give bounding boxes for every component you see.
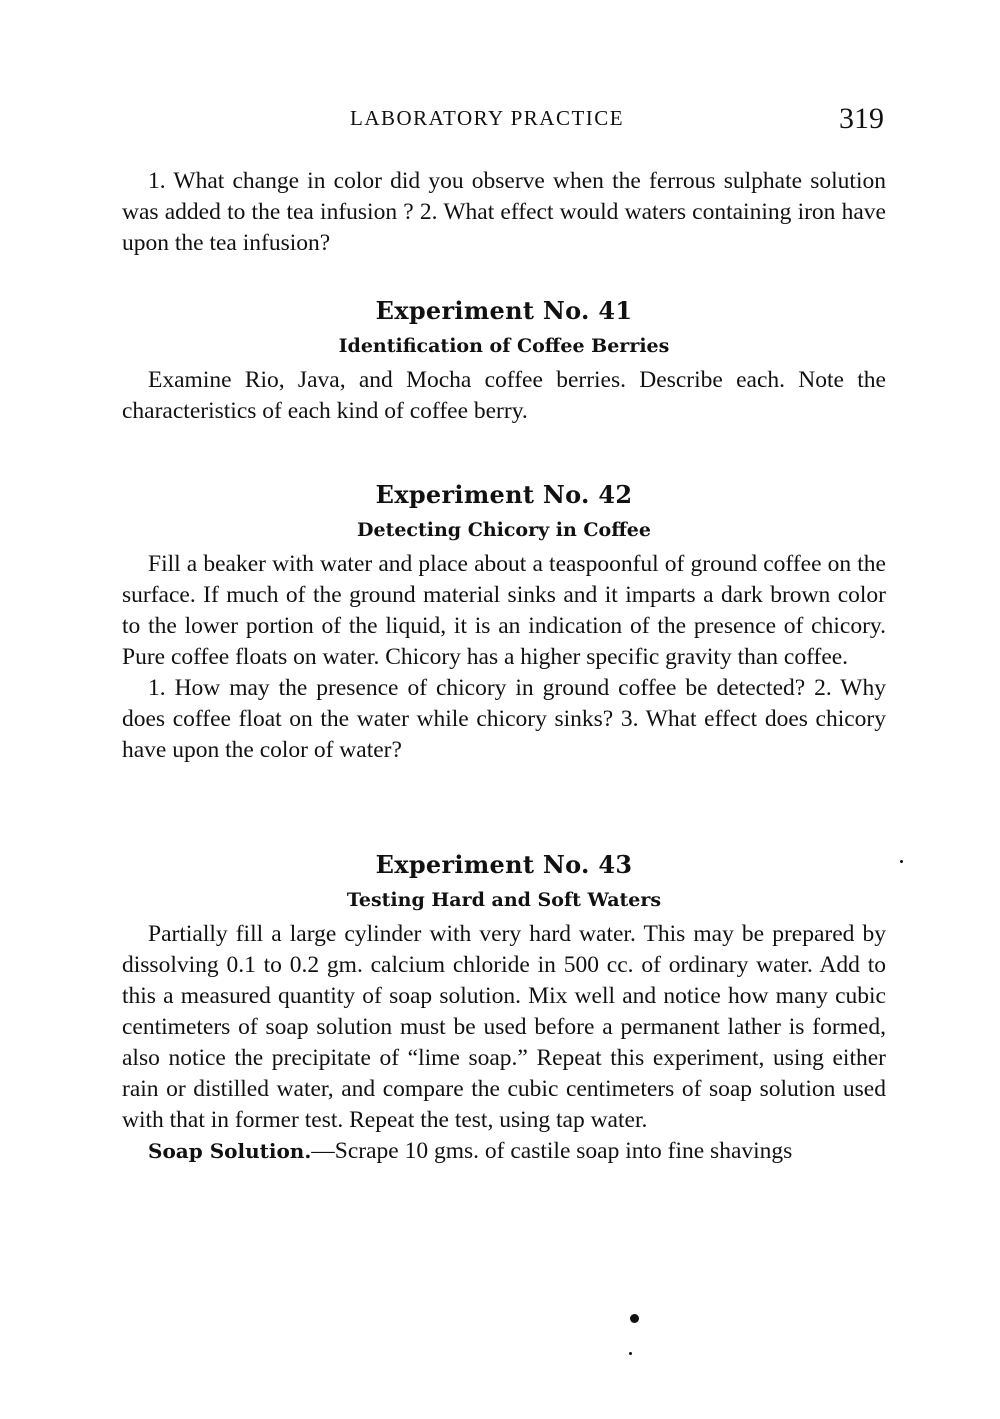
note-text: —Scrape 10 gms. of castile soap into fine shavings (311, 1138, 793, 1164)
question-paragraph: 1. What change in color did you observe when the ferrous sulphate solution was added to the tea infusion ? 2. What effect would waters containing iron have upon the tea infusion? (122, 168, 886, 256)
experiment-41 (122, 296, 886, 427)
intro-questions (122, 166, 886, 259)
experiment-body: Fill a beaker with water and place about a teaspoonful of ground coffee on the surface. If much of the ground material sinks and it imparts a dark brown color to the lower portion of the liquid, it is an indication of the presence of chicory. Pure coffee floats on water. Chicory has a higher specific gravity than coffee. (122, 551, 886, 670)
ink-speck (900, 860, 903, 863)
experiment-body: Partially fill a large cylinder with very hard water. This may be prepared by dissolving 0.1 to 0.2 gm. calcium chloride in 500 cc. of ordinary water. Add to this a measured quantity of soap solution. Mix well and notice how many cubic centimeters of soap solution must be used before a permanent lather is formed, also notice the precipitate of “lime soap.” Repeat this experiment, using either rain or distilled water, and compare the cubic centimeters of soap solution used with that in former test. Repeat the test, using tap water. (122, 921, 886, 1133)
experiment-body: Examine Rio, Java, and Mocha coffee berries. Describe each. Note the characteristics of each kind of coffee berry. (122, 367, 886, 424)
experiment-subtitle: Detecting Chicory in Coffee (357, 519, 651, 541)
experiment-subtitle: Testing Hard and Soft Waters (346, 889, 662, 911)
experiment-title: Experiment No. 43 (375, 850, 633, 879)
ink-speck (630, 1314, 639, 1323)
running-head (122, 104, 886, 144)
experiment-43 (122, 850, 886, 1167)
page-number: 319 (839, 102, 884, 135)
experiment-subtitle: Identification of Coffee Berries (338, 335, 670, 357)
ink-speck (629, 1352, 632, 1355)
running-title: LABORATORY PRACTICE (350, 106, 625, 130)
experiment-42 (122, 480, 886, 766)
note-label: Soap Solution. (148, 1139, 312, 1163)
experiment-title: Experiment No. 41 (375, 296, 633, 325)
experiment-questions: 1. How may the presence of chicory in ground coffee be detected? 2. Why does coffee float on the water while chicory sinks? 3. What effect does chicory have upon the color of water? (122, 675, 886, 763)
experiment-title: Experiment No. 42 (375, 480, 633, 509)
soap-solution-note (122, 1136, 886, 1167)
